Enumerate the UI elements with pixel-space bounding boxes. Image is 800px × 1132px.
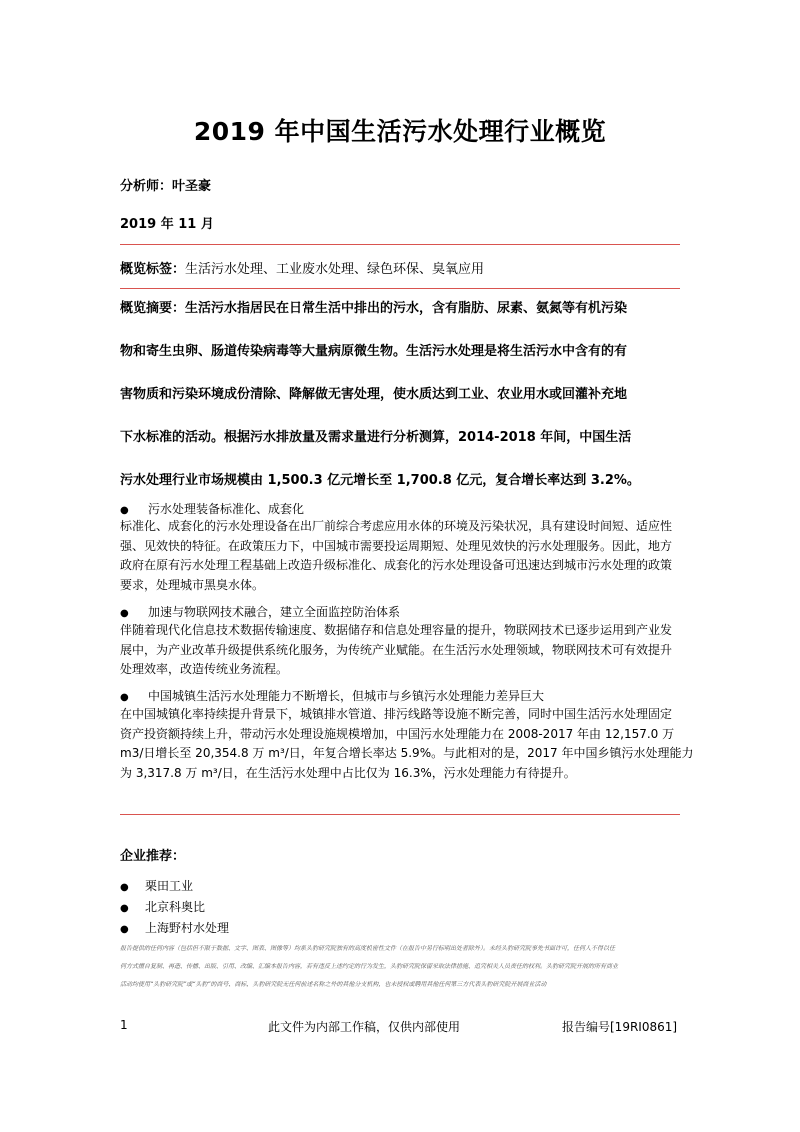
overview-summary bbox=[120, 294, 682, 509]
report-date: 2019 年 11 月 bbox=[120, 217, 214, 232]
point-heading bbox=[120, 500, 304, 517]
recommend-title: 企业推荐： bbox=[120, 849, 186, 864]
bullet-icon: ● bbox=[120, 608, 129, 619]
disclaimer-line: 何方式擅自复制、再造、传播、出版、引用、改编、汇编本报告内容，若有违反上述约定的行为发生，头豹研究院保留采取法律措施、追究相关人员责任的权利。头豹研究院开展的所有商业 bbox=[120, 963, 619, 970]
paragraph-line: 标准化、成套化的污水处理设备在出厂前综合考虑应用水体的环境及污染状况，具有建设时间短、适应性 bbox=[120, 519, 673, 533]
recommend-item bbox=[120, 898, 205, 915]
paragraph-line: 伴随着现代化信息技术数据传输速度、数据储存和信息处理容量的提升，物联网技术已逐步运用到产业发 bbox=[120, 623, 673, 637]
disclaimer-line: 报告提供的任何内容（包括但不限于数据、文字、图表、图像等）均系头豹研究院独有的高度机密性文件（在报告中另行标明出处者除外）。未经头豹研究院事先书面许可，任何人不得以任 bbox=[120, 945, 616, 952]
analyst-name: 分析师：叶圣豪 bbox=[120, 179, 212, 194]
summary-line: 物和寄生虫卵、肠道传染病毒等大量病原微生物。生活污水处理是将生活污水中含有的有 bbox=[120, 344, 628, 359]
tags-label: 概览标签： bbox=[120, 262, 186, 277]
recommend-item-name: 栗田工业 bbox=[145, 879, 194, 893]
paragraph-line: 强、见效快的特征。在政策压力下，中国城市需要投运周期短、处理见效快的污水处理服务。因此，地方 bbox=[120, 538, 673, 553]
paragraph-line: 资产投资额持续上升，带动污水处理设施规模增加，中国污水处理能力在 2008-2017 年由 12,157.0 万 bbox=[120, 726, 675, 741]
page-number: 1 bbox=[120, 1018, 128, 1032]
point-heading bbox=[120, 603, 400, 620]
point-paragraph bbox=[120, 705, 694, 783]
summary-line: 害物质和污染环境成份清除、降解做无害处理，使水质达到工业、农业用水或回灌补充地 bbox=[120, 387, 628, 402]
report-number: 报告编号[19RI0861] bbox=[562, 1020, 678, 1034]
point-heading-text: 加速与物联网技术融合，建立全面监控防治体系 bbox=[148, 605, 401, 619]
disclaimer-line: 活动均使用“头豹研究院”或“头豹”的商号、商标，头豹研究院无任何前述名称之外的其他分支机构，也未授权或聘用其他任何第三方代表头豹研究院开展商业活动 bbox=[120, 981, 547, 988]
bullet-icon: ● bbox=[120, 882, 129, 893]
divider-bottom bbox=[120, 814, 680, 815]
divider-tags bbox=[120, 288, 680, 289]
paragraph-line: 处理效率，改造传统业务流程。 bbox=[120, 662, 289, 676]
point-heading-text: 污水处理装备标准化、成套化 bbox=[148, 502, 305, 516]
recommend-item bbox=[120, 919, 229, 936]
bullet-icon: ● bbox=[120, 903, 129, 914]
divider-top bbox=[120, 244, 680, 245]
report-title: 2019 年中国生活污水处理行业概览 bbox=[193, 117, 607, 146]
point-heading-text: 中国城镇生活污水处理能力不断增长，但城市与乡镇污水处理能力差异巨大 bbox=[148, 689, 545, 703]
bullet-icon: ● bbox=[120, 924, 129, 935]
summary-line: 概览摘要：生活污水指居民在日常生活中排出的污水，含有脂肪、尿素、氨氮等有机污染 bbox=[120, 301, 628, 316]
disclaimer bbox=[120, 940, 682, 994]
bullet-icon: ● bbox=[120, 505, 129, 516]
bullet-icon: ● bbox=[120, 692, 129, 703]
summary-line: 污水处理行业市场规模由 1,500.3 亿元增长至 1,700.8 亿元，复合增长率达到 3.2%。 bbox=[120, 473, 640, 488]
paragraph-line: 为 3,317.8 万 m³/日，在生活污水处理中占比仅为 16.3%，污水处理能力有待提升。 bbox=[120, 765, 576, 780]
recommend-item bbox=[120, 877, 193, 894]
summary-line: 下水标准的活动。根据污水排放量及需求量进行分析测算，2014-2018 年间，中国生活 bbox=[120, 430, 632, 445]
recommend-item-name: 北京科奥比 bbox=[145, 900, 206, 914]
overview-tags bbox=[120, 258, 484, 277]
recommend-item-name: 上海野村水处理 bbox=[145, 921, 230, 935]
paragraph-line: m3/日增长至 20,354.8 万 m³/日，年复合增长率达 5.9%。与此相对的是，2017 年中国乡镇污水处理能力 bbox=[120, 746, 694, 760]
paragraph-line: 展中，为产业改革升级提供系统化服务，为传统产业赋能。在生活污水处理领域，物联网技术可有效提升 bbox=[120, 642, 673, 657]
point-heading bbox=[120, 687, 544, 704]
paragraph-line: 要求，处理城市黑臭水体。 bbox=[120, 577, 265, 592]
paragraph-line: 政府在原有污水处理工程基础上改造升级标准化、成套化的污水处理设备可迅速达到城市污水处理的政策 bbox=[120, 558, 673, 572]
paragraph-line: 在中国城镇化率持续提升背景下，城镇排水管道、排污线路等设施不断完善，同时中国生活污水处理固定 bbox=[120, 707, 673, 721]
footer-note: 此文件为内部工作稿，仅供内部使用 bbox=[268, 1020, 461, 1034]
point-paragraph bbox=[120, 621, 682, 680]
point-paragraph bbox=[120, 517, 682, 595]
tags-value: 生活污水处理、工业废水处理、绿色环保、臭氧应用 bbox=[185, 262, 485, 277]
